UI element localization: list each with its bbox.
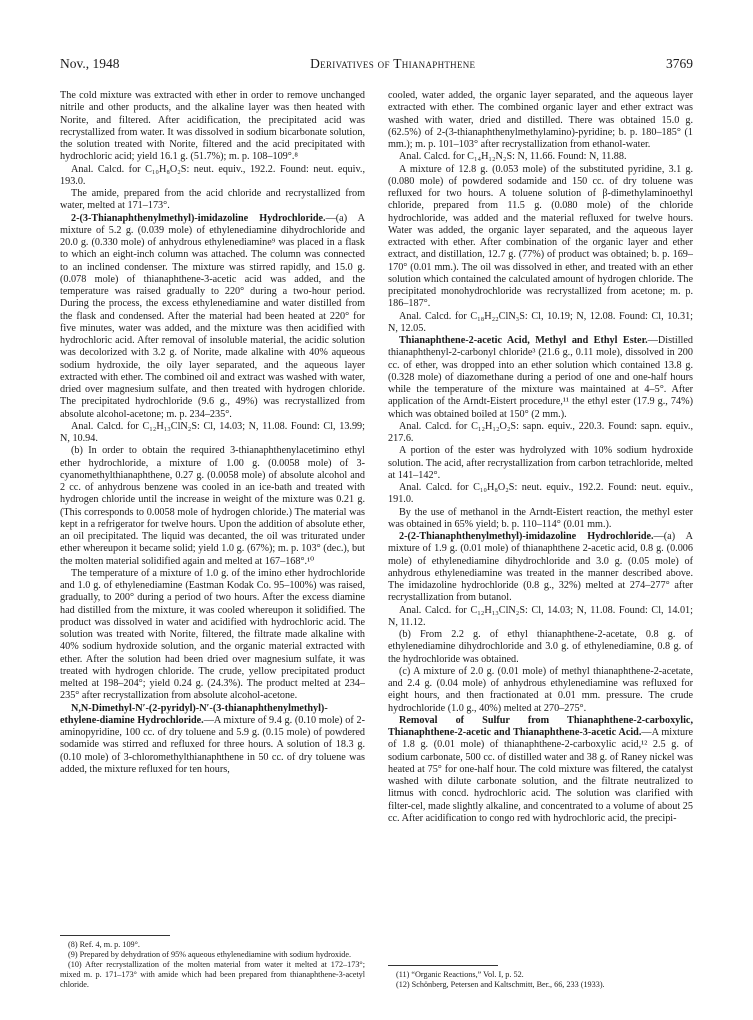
analysis-line: Anal. Calcd. for C₁₂H₁₃ClN₂S: Cl, 14.03; N, 11.08. Found: Cl, 13.99; N, 10.94. [60, 420, 365, 444]
right-column-text [388, 90, 693, 890]
section-heading: 2-(3-Thianaphthenylmethyl)-imidazoline Hydrochloride. [71, 212, 326, 224]
body-paragraph: (c) A mixture of 2.0 g. (0.01 mole) of methyl thianaphthene-2-acetate, and 2.4 g. (0.04 mole) of anhydrous ethylenediamine was refluxed for eight hours, and then fractionated at 0.01 mm. pressure. The crude hydrochloride (1.0 g., 40%) melted at 270–275°. [388, 665, 693, 714]
running-title: Derivatives of Thianaphthene [310, 56, 476, 71]
page-number: 3769 [665, 56, 693, 71]
body-paragraph: By the use of methanol in the Arndt-Eistert reaction, the methyl ester was obtained in 65% yield; b. p. 110–114° (0.01 mm.). [388, 506, 693, 530]
section-paragraph [388, 531, 693, 605]
body-paragraph: (b) From 2.2 g. of ethyl thianaphthene-2-acetate, 0.8 g. of ethylenediamine dihydrochloride and 3.0 g. of ethylenediamine, 0.8 g. of the hydrochloride was obtained. [388, 629, 693, 665]
body-paragraph: A portion of the ester was hydrolyzed with 10% sodium hydroxide solution. The acid, after recrystallization from carbon tetrachloride, melted at 141–142°. [388, 445, 693, 481]
body-paragraph: The cold mixture was extracted with ether in order to remove unchanged nitrile and other products, and the alkaline layer was then heated with Norite, and filtered. After acidification, the precipitated acid was recrystallized from water. It was dissolved in sodium bicarbonate solution, the solution treated with Norite, filtered and the acid precipitated with hydrochloric acid; yield 16.1 g. (51.7%); m. p. 108–109°.⁸ [60, 90, 365, 163]
footnote: (8) Ref. 4, m. p. 109°. [68, 940, 140, 949]
section-text: —(a) A mixture of 5.2 g. (0.039 mole) of ethylenediamine dihydrochloride and 20.0 g. (0.330 mole) of anhydrous ethylenediamine⁹ was placed in a flask to which an eight-inch column was attached. The column was connected to an inclined condenser. The mixture was stirred rapidly, and 15.0 g. (0.078 mole) of thianaphthene-3-acetic acid was added, and the temperature was raised gradually to 220° during a two-hour period. During the process, the excess ethylenediamine and water distilled from the flask and condensed. After the material had been heated at 220° for five minutes, water was added, and the mixture was then acidified with hydrochloric acid. After removal of insoluble material, the acidic solution was decolorized with 3.2 g. of Norite, made alkaline with 40% aqueous sodium hydroxide, the oily layer separated, and the aqueous layer extracted with ether. The combined oil and extract was washed with water, dried over magnesium sulfate, and then treated with hydrogen chloride. The precipitated hydrochloride (9.6 g., 49%) was recrystallized from absolute alcohol-acetone; m. p. 234–235°. [60, 212, 365, 420]
section-paragraph [388, 715, 693, 825]
footnote-rule [60, 935, 170, 936]
footnote-list [60, 940, 365, 990]
two-column-body [60, 90, 693, 990]
left-column-text [60, 90, 365, 870]
analysis-line: Anal. Calcd. for C₁₂H₁₃ClN₂S: Cl, 14.03; N, 11.08. Found: Cl, 14.01; N, 11.12. [388, 604, 693, 628]
section-text: —(a) A mixture of 1.9 g. (0.01 mole) of thianaphthene 2-acetic acid, 0.8 g. (0.006 mole) of ethylenediamine dihydrochloride and 3.0 g. (0.05 mole) of anhydrous ethylenediamine was treated in the manner described above. The imidazoline hydrochloride (0.8 g., 32%) melted at 274–277° after recrystallization from butanol. [388, 531, 693, 604]
analysis-line: Anal. Calcd. for C₁₈H₂₂ClN₃S: Cl, 10.19; N, 12.08. Found: Cl, 10.31; N, 12.05. [388, 310, 693, 334]
section-heading: 2-(2-Thianaphthenylmethyl)-imidazoline Hydrochloride. [399, 531, 654, 542]
analysis-line: Anal. Calcd. for C₁₀H₈O₂S: neut. equiv., 192.2. Found: neut. equiv., 191.0. [388, 482, 693, 506]
footnote: (9) Prepared by dehydration of 95% aqueous ethylenediamine with sodium hydroxide. [68, 950, 352, 959]
body-paragraph: The temperature of a mixture of 1.0 g. of the imino ether hydrochloride and 1.0 g. of ethylenediamine (Eastman Kodak Co. 95–100%) was raised, gradually, to 200° during a period of two hours. After the excess diamine had distilled from the mixture, it was cooled whereupon it solidified. The product was dissolved in water and acidified with hydrochloric acid. The solution was treated with Norite, filtered, the filtrate made alkaline with 40% sodium hydroxide solution, and the organic material extracted with ether. After the solution had been dried over magnesium sulfate, it was treated with hydrogen chloride. The crude, yellow precipitated product melted at 198–204°; yield 0.24 g. (24.3%). The product melted at 234–235° after recrystallization from absolute alcohol-acetone. [60, 567, 365, 702]
section-heading: Thianaphthene-2-acetic Acid, Methyl and Ethyl Ester. [399, 335, 648, 346]
section-text: —A mixture of 1.8 g. (0.01 mole) of thianaphthene-2-carboxylic acid,¹² 2.5 g. of sodium carbonate, 500 cc. of distilled water and 38 g. of Raney nickel was heated at 75° for one-half hour. The cold mixture was filtered, the catalyst washed with dilute carbonate solution, and the filtrate neutralized to litmus with concd. hydrochloric acid. The solution was clarified with filter-cel, made slightly alkaline, and concentrated to a volume of about 25 cc. After acidification to congo red with hydrochloric acid, the precipi- [388, 727, 693, 824]
footnote-rule [388, 965, 498, 966]
footnote-list [388, 970, 693, 990]
section-paragraph [388, 335, 693, 421]
section-text: —A mixture of 9.4 g. (0.10 mole) of 2-aminopyridine, 100 cc. of dry toluene and 5.9 g. (0.15 mole) of powdered sodamide was stirred and refluxed for three hours. A solution of 18.3 g. (0.10 mole) of 3-chloromethylthianaphthene in 50 cc. of dry toluene was added, the mixture refluxed for ten hours, [60, 714, 365, 775]
body-paragraph: The amide, prepared from the acid chloride and recrystallized from water, melted at 171–173°. [60, 188, 365, 212]
analysis-line: Anal. Calcd. for C₁₂H₁₂O₂S: sapn. equiv., 220.3. Found: sapn. equiv., 217.6. [388, 420, 693, 444]
section-heading: N,N-Dimethyl-N′-(2-pyridyl)-N′-(3-thianaphthenylmethyl)-ethylene-diamine Hydrochloride. [60, 702, 328, 726]
issue-date: Nov., 1948 [60, 56, 120, 71]
body-paragraph: (b) In order to obtain the required 3-thianaphthenylacetimino ethyl ether hydrochloride, a mixture of 1.00 g. (0.0058 mole) of 3-cyanomethylthianaphthene, 0.27 g. (0.0058 mole) of absolute alcohol and 2 cc. of anhydrous benzene was cooled in an ice-bath and treated with hydrogen chloride until the increase in weight of the mixture was 0.21 g. (This corresponds to 0.0058 mole of hydrogen chloride.) The material was kept in a refrigerator for twelve hours. Upon the addition of absolute ether, an oil precipitated. The liquid was decanted, the oil was triturated under ether whereupon it became solid; yield 1.0 g. (67%); m. p. 103° (dec.), but the molten material solidified again and melted at 167–168°.¹⁰ [60, 445, 365, 567]
section-paragraph [60, 213, 365, 421]
footnote: (10) After recrystallization of the molten material from water it melted at 172–173°; mixed m. p. 171–173° with amide which had been prepared from thianaphthene-3-acetyl chloride. [60, 960, 365, 989]
analysis-line: Anal. Calcd. for C₁₄H₁₂N₂S: N, 11.66. Found: N, 11.88. [399, 151, 627, 163]
body-paragraph: A mixture of 12.8 g. (0.053 mole) of the substituted pyridine, 3.1 g. (0.080 mole) of powdered sodamide and 150 cc. of dry toluene was refluxed for two hours. A toluene solution of β-dimethylaminoethyl chloride, prepared from 11.5 g. (0.080 mole) of the chloride hydrochloride, was added and the material refluxed for twelve hours. Water was added, the organic layer separated, and the aqueous layer extracted with ether. After combination of the organic layer and ether extract, and distillation, 12.7 g. (77%) of product was obtained; b. p. 169–170° (0.01 mm.). The oil was dissolved in ether, and treated with an ether solution which contained the calculated amount of hydrogen chloride. The precipitated monohydrochloride was recrystallized from acetone; m. p. 186–187°. [388, 163, 693, 310]
body-paragraph: cooled, water added, the organic layer separated, and the aqueous layer extracted with ether. The combined organic layer and ether extract was washed with water, dried and distilled. There was obtained 15.0 g. (62.5%) of 2-(3-thianaphthenylmethylamino)-pyridine; b. p. 180–185° (1 mm.); m. p. 101–103° after recrystallization from ethanol-water. [388, 90, 693, 150]
section-text: —Distilled thianaphthenyl-2-carbonyl chloride³ (21.6 g., 0.11 mole), dissolved in 200 cc. of ether, was dropped into an ether solution which contained 13.8 g. (0.328 mole) of diazomethane during a period of one and one-half hours while the temperature of the mixture was maintained at 4–5°. After application of the Arndt-Eistert procedure,¹¹ the ethyl ester (17.9 g., 74%) which was obtained boiled at 150° (2 mm.). [388, 335, 693, 420]
right-footnotes [388, 965, 693, 990]
analysis-line: Anal. Calcd. for C₁₀H₈O₂S: neut. equiv., 192.2. Found: neut. equiv., 193.0. [60, 163, 365, 187]
footnote: (11) “Organic Reactions,” Vol. I, p. 52. [396, 970, 524, 979]
left-footnotes [60, 935, 365, 990]
right-column [388, 90, 693, 990]
section-paragraph [60, 703, 365, 777]
left-column [60, 90, 365, 990]
footnote: (12) Schönberg, Petersen and Kaltschmitt, Ber., 66, 233 (1933). [396, 980, 605, 989]
section-heading: Removal of Sulfur from Thianaphthene-2-carboxylic, Thianaphthene-2-acetic and Thianaphthene-3-acetic Acid. [388, 714, 693, 738]
running-header [60, 56, 693, 74]
